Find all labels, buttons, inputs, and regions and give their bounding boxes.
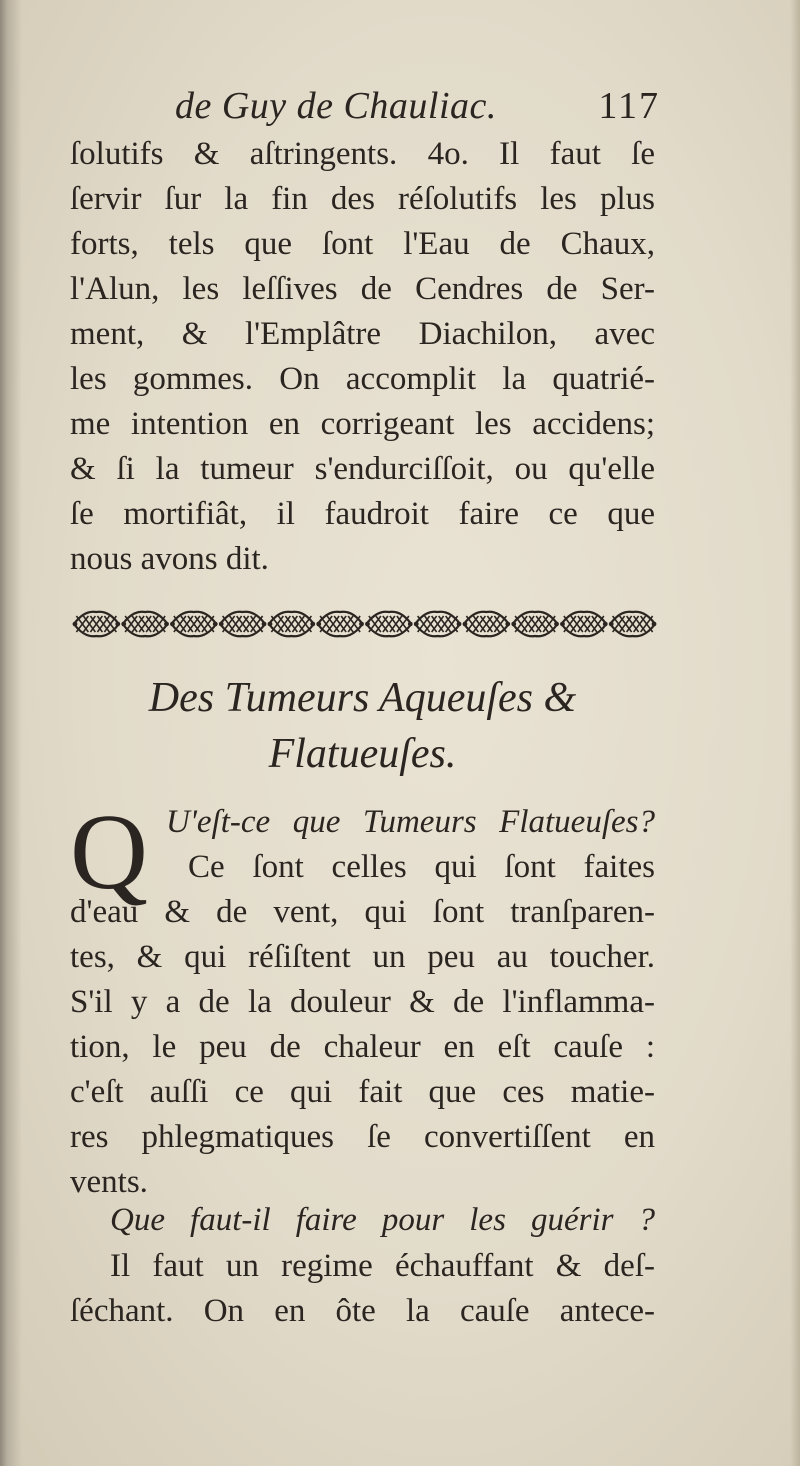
answer-first-line: Ce ſont celles qui ſont faites xyxy=(188,849,655,885)
ornament-motif xyxy=(511,612,559,637)
page-edge xyxy=(790,0,800,1466)
ornament-motif xyxy=(609,612,657,637)
text-line: Il faut un regime échauffant & deſ- xyxy=(110,1248,655,1284)
ornament-motif xyxy=(170,612,218,637)
text-line: ſe mortifiât, il faudroit faire ce que xyxy=(70,496,655,532)
section-title-continued: Flatueuſes. xyxy=(268,731,457,777)
text-line: res phlegmatiques ſe convertiſſent en xyxy=(70,1119,655,1155)
text-line: S'il y a de la douleur & de l'inflamma- xyxy=(70,984,655,1020)
text-line: tion, le peu de chaleur en eſt cauſe : xyxy=(70,1029,655,1065)
text-line: ment, & l'Emplâtre Diachilon, avec xyxy=(70,316,655,352)
text-line: ſervir ſur la fin des réſolutifs les plus xyxy=(70,181,655,217)
question-text: U'eſt-ce que Tumeurs Flatueuſes? xyxy=(166,804,655,840)
text-line: d'eau & de vent, qui ſont tranſparen- xyxy=(70,894,655,930)
paragraph-3 xyxy=(70,1244,655,1334)
paragraph-1 xyxy=(70,132,655,582)
text-line: les gommes. On accomplit la quatrié- xyxy=(70,361,655,397)
text-line: forts, tels que ſont l'Eau de Chaux, xyxy=(70,226,655,262)
ornament-motif xyxy=(365,612,413,637)
ornament-motif xyxy=(463,612,511,637)
section-title: Des Tumeurs Aqueuſes & xyxy=(148,675,577,721)
question-2: Que faut-il faire pour les guérir ? xyxy=(110,1202,655,1238)
page-number: 117 xyxy=(598,85,660,127)
ornament-motif xyxy=(560,612,608,637)
paragraph-2 xyxy=(70,890,655,1205)
text-line: vents. xyxy=(70,1164,148,1200)
ornament-band xyxy=(72,608,657,640)
text-line: tes, & qui réſiſtent un peu au toucher. xyxy=(70,939,655,975)
ornament-motif xyxy=(121,612,169,637)
ornament-motif xyxy=(414,612,462,637)
drop-cap: Q xyxy=(70,793,148,912)
ornament-icon xyxy=(72,608,657,640)
gutter-shadow xyxy=(0,0,22,1466)
text-line: c'eſt auſſi ce qui fait que ces matie- xyxy=(70,1074,655,1110)
running-head: de Guy de Chauliac. xyxy=(175,85,497,127)
page-header xyxy=(70,84,660,134)
text-line: l'Alun, les leſſives de Cendres de Ser- xyxy=(70,271,655,307)
text-line: & ſi la tumeur s'endurciſſoit, ou qu'elle xyxy=(70,451,655,487)
ornament-motif xyxy=(219,612,267,637)
ornament-motif xyxy=(73,612,121,637)
text-line: nous avons dit. xyxy=(70,541,269,577)
text-line: me intention en corrigeant les accidens; xyxy=(70,406,655,442)
ornament-motif xyxy=(316,612,364,637)
text-line: ſéchant. On en ôte la cauſe antece- xyxy=(70,1293,655,1329)
text-line: ſolutifs & aſtringents. 4o. Il faut ſe xyxy=(70,136,655,172)
ornament-motif xyxy=(268,612,316,637)
